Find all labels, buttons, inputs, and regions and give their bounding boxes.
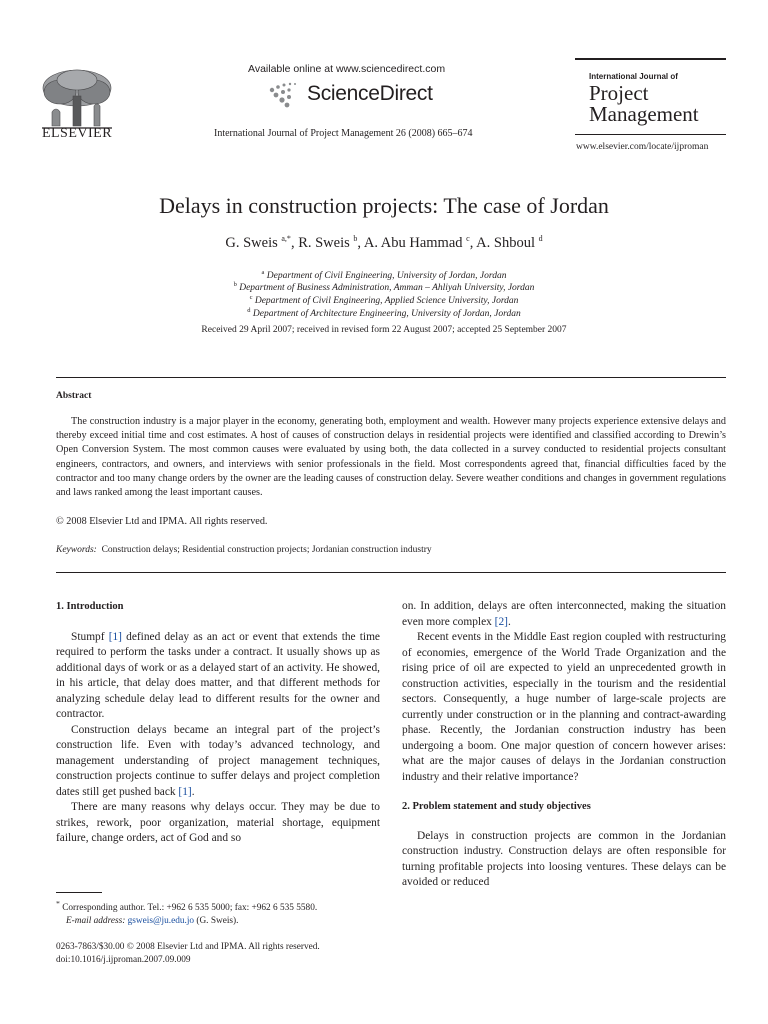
- affiliation-text: Department of Architecture Engineering, University of Jordan, Jordan: [252, 309, 521, 320]
- email-suffix: (G. Sweis).: [194, 915, 239, 926]
- journal-title-rule: [575, 58, 726, 60]
- abstract-text: The construction industry is a major player in the economy, generating both, employment and wealth. However many projects experience extensive delays and thereby exceed initial time and cost estimates. A host of causes of construction delays in residential projects were identified and classified according to Drewin’s Open Conversion System. The most common causes were evaluated by using both, the data collected in a survey conducted to residential projects consultant engineers, contractors, and owners, and interviews with senior professionals in the field. Most correspondents agreed that, financial difficulties faced by the contractor and too many change orders by the owner are the leading causes of construction delay. Severe weather conditions and changes in government regulations and laws ranked among the least important causes.: [56, 416, 726, 499]
- footnote: [56, 898, 380, 927]
- author-list: G. Sweis $^{a,*}$, R. Sweis $^b$, A. Abu Hammad $^c$, A. Shboul $^d$: [225, 234, 543, 251]
- journal-title-small: International Journal of: [589, 72, 678, 81]
- sciencedirect-wordmark: ScienceDirect: [307, 82, 433, 105]
- affiliation-mark: c: [249, 294, 253, 301]
- journal-url-rule: [575, 134, 726, 135]
- author-affiliation-mark: a,*: [281, 234, 291, 243]
- affiliation-mark: a: [261, 269, 265, 276]
- author-name[interactable]: G. Sweis: [225, 234, 278, 251]
- footnote-rule: [56, 892, 102, 893]
- body-column-left: [56, 599, 380, 847]
- issn-line: 0263-7863/$30.00 © 2008 Elsevier Ltd and IPMA. All rights reserved.: [56, 942, 320, 952]
- email-link[interactable]: gsweis@ju.edu.jo: [127, 915, 195, 926]
- received-dates: Received 29 April 2007; received in revised form 22 August 2007; accepted 25 September 2007: [201, 325, 567, 335]
- journal-title: [589, 83, 699, 125]
- paper-title: Delays in construction projects: The case of Jordan: [159, 193, 609, 218]
- doi-line[interactable]: doi:10.1016/j.ijproman.2007.09.009: [56, 954, 191, 965]
- abstract-copyright: © 2008 Elsevier Ltd and IPMA. All rights reserved.: [56, 516, 268, 527]
- author-name[interactable]: A. Shboul: [476, 234, 535, 251]
- keywords-label: Keywords:: [56, 545, 97, 555]
- email-label: E-mail address:: [66, 915, 126, 926]
- journal-url-link[interactable]: www.elsevier.com/locate/ijproman: [576, 142, 709, 152]
- journal-title-line-1: Project: [589, 81, 649, 105]
- paragraph: Construction delays became an integral part of the project’s construction life. Even with today’s advanced technology, and management understanding of project management techniques, construction projects continue to suffer delays and project completion dates still get pushed back [1].: [56, 723, 380, 798]
- abstract-top-rule: [56, 377, 726, 378]
- abstract-heading: Abstract: [56, 391, 92, 401]
- author-affiliation-mark: b: [353, 234, 358, 243]
- journal-title-line-2: Management: [589, 102, 699, 126]
- available-online-text[interactable]: Available online at www.sciencedirect.com: [248, 63, 446, 75]
- journal-reference: International Journal of Project Management 26 (2008) 665–674: [214, 128, 473, 139]
- citation-link[interactable]: [1]: [108, 630, 122, 643]
- corresponding-author: Corresponding author. Tel.: +962 6 535 5000; fax: +962 6 535 5580.: [62, 903, 318, 914]
- affiliation-text: Department of Civil Engineering, Applied Science University, Jordan: [254, 296, 519, 307]
- paragraph: Delays in construction projects are common in the Jordanian construction industry. Construction delays are often responsible for turning profitable projects into loosing ventures. These delays can be avoided or reduced: [402, 829, 726, 888]
- footnote-mark: *: [56, 899, 60, 908]
- paragraph: There are many reasons why delays occur. They may be due to strikes, rework, poor organization, material shortage, equipment failure, change orders, act of God and so: [56, 801, 380, 844]
- section-heading: 1. Introduction: [56, 601, 124, 612]
- author-affiliation-mark: c: [466, 234, 470, 243]
- author-affiliation-mark: d: [538, 234, 543, 243]
- body-column-right: [402, 599, 726, 891]
- keywords: [56, 545, 432, 555]
- issn-doi-block: [56, 941, 320, 966]
- paragraph: Recent events in the Middle East region coupled with restructuring of economies, emergence of the World Trade Organization and the rising price of oil are expected to yield an unprecedented growth in construction activities, especially in the tourism and the residential sectors. Consequently, a huge number of large-scale projects are currently under construction or in the planning and contract-awarding phase. Recently, the Jordanian construction industry has been undergoing a boom. One major question of concern however arises: what are the major causes of delays in the Jordanian construction industry and their relative importance?: [402, 631, 726, 783]
- section-heading: 2. Problem statement and study objectives: [402, 801, 591, 812]
- affiliation: [0, 304, 768, 321]
- author-name[interactable]: A. Abu Hammad: [363, 234, 463, 251]
- paragraph: on. In addition, delays are often interconnected, making the situation even more complex [2].: [402, 600, 726, 628]
- abstract-bottom-rule: [56, 572, 726, 573]
- affiliation-mark: b: [233, 281, 237, 288]
- keywords-list: Construction delays; Residential construction projects; Jordanian construction industry: [101, 545, 432, 555]
- paragraph: Stumpf [1] defined delay as an act or event that extends the time required to perform the tasks under a contract. It usually shows up as additional days of work or as a delayed start of an activity. He showed, in his article, that delay does matter, and that different methods for analyzing schedule delay lead to different results for the owner and contractor.: [56, 630, 380, 720]
- sciencedirect-dots-icon: [268, 82, 298, 108]
- citation-link[interactable]: [2]: [494, 615, 508, 628]
- affiliation-text: Department of Civil Engineering, University of Jordan, Jordan: [266, 271, 507, 282]
- affiliation-text: Department of Business Administration, Amman – Ahliyah University, Jordan: [239, 283, 535, 294]
- citation-link[interactable]: [1]: [178, 785, 192, 798]
- affiliation-mark: d: [247, 307, 251, 314]
- author-name[interactable]: R. Sweis: [298, 234, 350, 251]
- elsevier-wordmark: ELSEVIER: [41, 126, 113, 141]
